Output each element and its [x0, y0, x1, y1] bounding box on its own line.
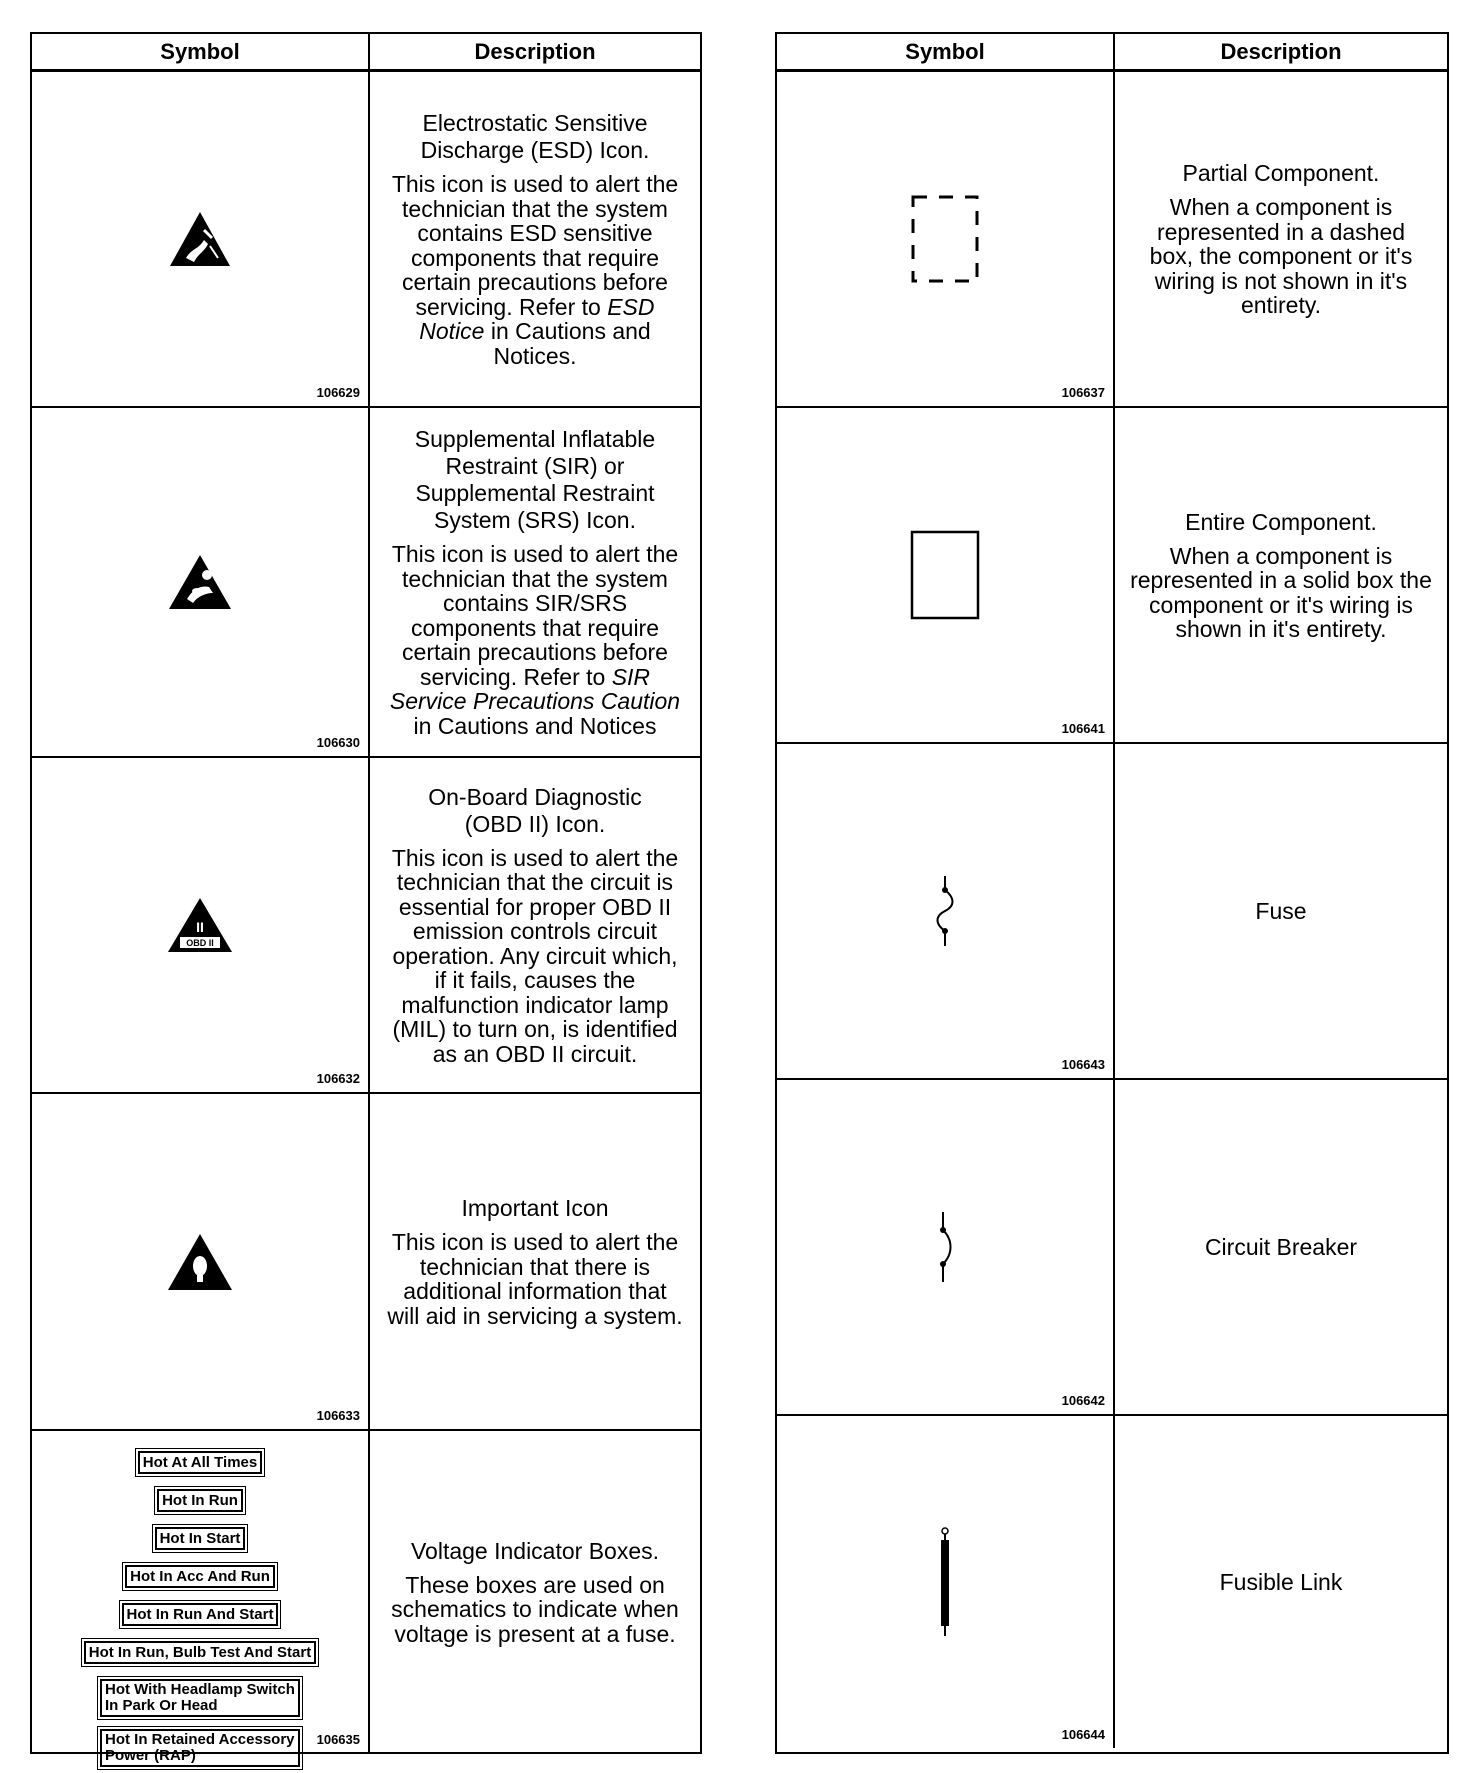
voltage-box: Hot In Run, Bulb Test And Start — [84, 1641, 316, 1664]
table-header — [777, 34, 1447, 72]
header-description: Description — [1220, 38, 1342, 64]
figure-number: 106632 — [316, 1071, 360, 1086]
row-body: This icon is used to alert the technician that there is additional information that will aid in servicing a system. — [387, 1229, 683, 1329]
circuit-breaker-icon — [935, 1212, 955, 1282]
table-row — [777, 1416, 1447, 1748]
table-row — [32, 1431, 700, 1764]
figure-number: 106642 — [1061, 1393, 1105, 1408]
row-body: When a component is represented in a solid box the component or it's wiring is shown in it's entirety. — [1130, 542, 1432, 642]
dashed-box-icon — [909, 193, 981, 285]
table-row — [32, 72, 700, 408]
voltage-box: Hot In Acc And Run — [125, 1565, 275, 1588]
voltage-box: Hot In Run And Start — [122, 1603, 279, 1626]
svg-text:II: II — [196, 919, 204, 935]
important-icon — [166, 1232, 234, 1292]
row-body: These boxes are used on schematics to indicate when voltage is present at a fuse. — [391, 1571, 679, 1647]
row-title: Fusible Link — [1219, 1568, 1343, 1595]
fuse-icon — [935, 876, 955, 946]
table-row — [32, 408, 700, 758]
table-row — [32, 1094, 700, 1431]
figure-number: 106637 — [1061, 385, 1105, 400]
header-symbol: Symbol — [32, 34, 370, 69]
row-title: Partial Component. — [1182, 160, 1380, 187]
header-symbol: Symbol — [777, 34, 1115, 69]
row-body: This icon is used to alert the technician that the circuit is essential for proper OBD II emission controls circuit operation. Any circuit which, if it fails, causes the malfunction indicator lamp (MIL) to turn on, is identified as an OBD II circuit. — [391, 844, 679, 1067]
voltage-box: Hot In Retained Accessory Power (RAP) — [100, 1729, 300, 1767]
row-title: Electrostatic Sensitive Discharge (ESD) Icon. — [420, 110, 650, 163]
figure-number: 106630 — [316, 735, 360, 750]
table-row — [777, 408, 1447, 744]
table-row — [777, 72, 1447, 408]
header-description: Description — [474, 38, 596, 64]
fusible-link-icon — [935, 1526, 955, 1638]
row-body: This icon is used to alert the technician that the system contains ESD sensitive components that require certain precautions before servicing. Refer to ESD Notice in Cautions and Notices. — [391, 171, 679, 369]
row-title: Voltage Indicator Boxes. — [410, 1537, 660, 1564]
solid-box-icon — [909, 529, 981, 621]
sir-airbag-icon — [167, 553, 233, 611]
voltage-box: Hot In Run — [157, 1489, 243, 1512]
svg-text:OBD II: OBD II — [186, 938, 214, 948]
figure-number: 106641 — [1061, 721, 1105, 736]
table-row — [32, 758, 700, 1094]
row-title: On-Board Diagnostic (OBD II) Icon. — [428, 783, 642, 837]
row-title: Supplemental Inflatable Restraint (SIR) or Supplemental Restraint System (SRS) Icon. — [414, 426, 656, 533]
row-title: Circuit Breaker — [1204, 1233, 1358, 1260]
figure-number: 106644 — [1061, 1727, 1105, 1742]
figure-number: 106643 — [1061, 1057, 1105, 1072]
voltage-box: Hot In Start — [155, 1527, 246, 1550]
row-body: When a component is represented in a dashed box, the component or it's wiring is not shown in it's entirety. — [1149, 194, 1413, 319]
voltage-indicator-boxes — [32, 1445, 368, 1773]
row-title: Important Icon — [461, 1195, 609, 1221]
right-symbol-table — [775, 32, 1449, 1754]
voltage-box: Hot With Headlamp Switch In Park Or Head — [100, 1679, 300, 1717]
figure-number: 106635 — [316, 1732, 360, 1747]
row-body: This icon is used to alert the technician that the system contains SIR/SRS components that require certain precautions before servicing. Refer to SIR Service Precautions Caution in Cautions and Notices — [389, 541, 681, 739]
voltage-box: Hot At All Times — [138, 1451, 262, 1474]
table-row — [777, 1080, 1447, 1416]
esd-icon — [168, 210, 232, 268]
left-symbol-table — [30, 32, 702, 1764]
row-title: Fuse — [1255, 897, 1307, 924]
row-title: Entire Component. — [1185, 508, 1377, 535]
figure-number: 106629 — [316, 385, 360, 400]
table-header — [32, 34, 700, 72]
table-row — [777, 744, 1447, 1080]
obd-ii-icon — [166, 896, 234, 954]
figure-number: 106633 — [316, 1408, 360, 1423]
